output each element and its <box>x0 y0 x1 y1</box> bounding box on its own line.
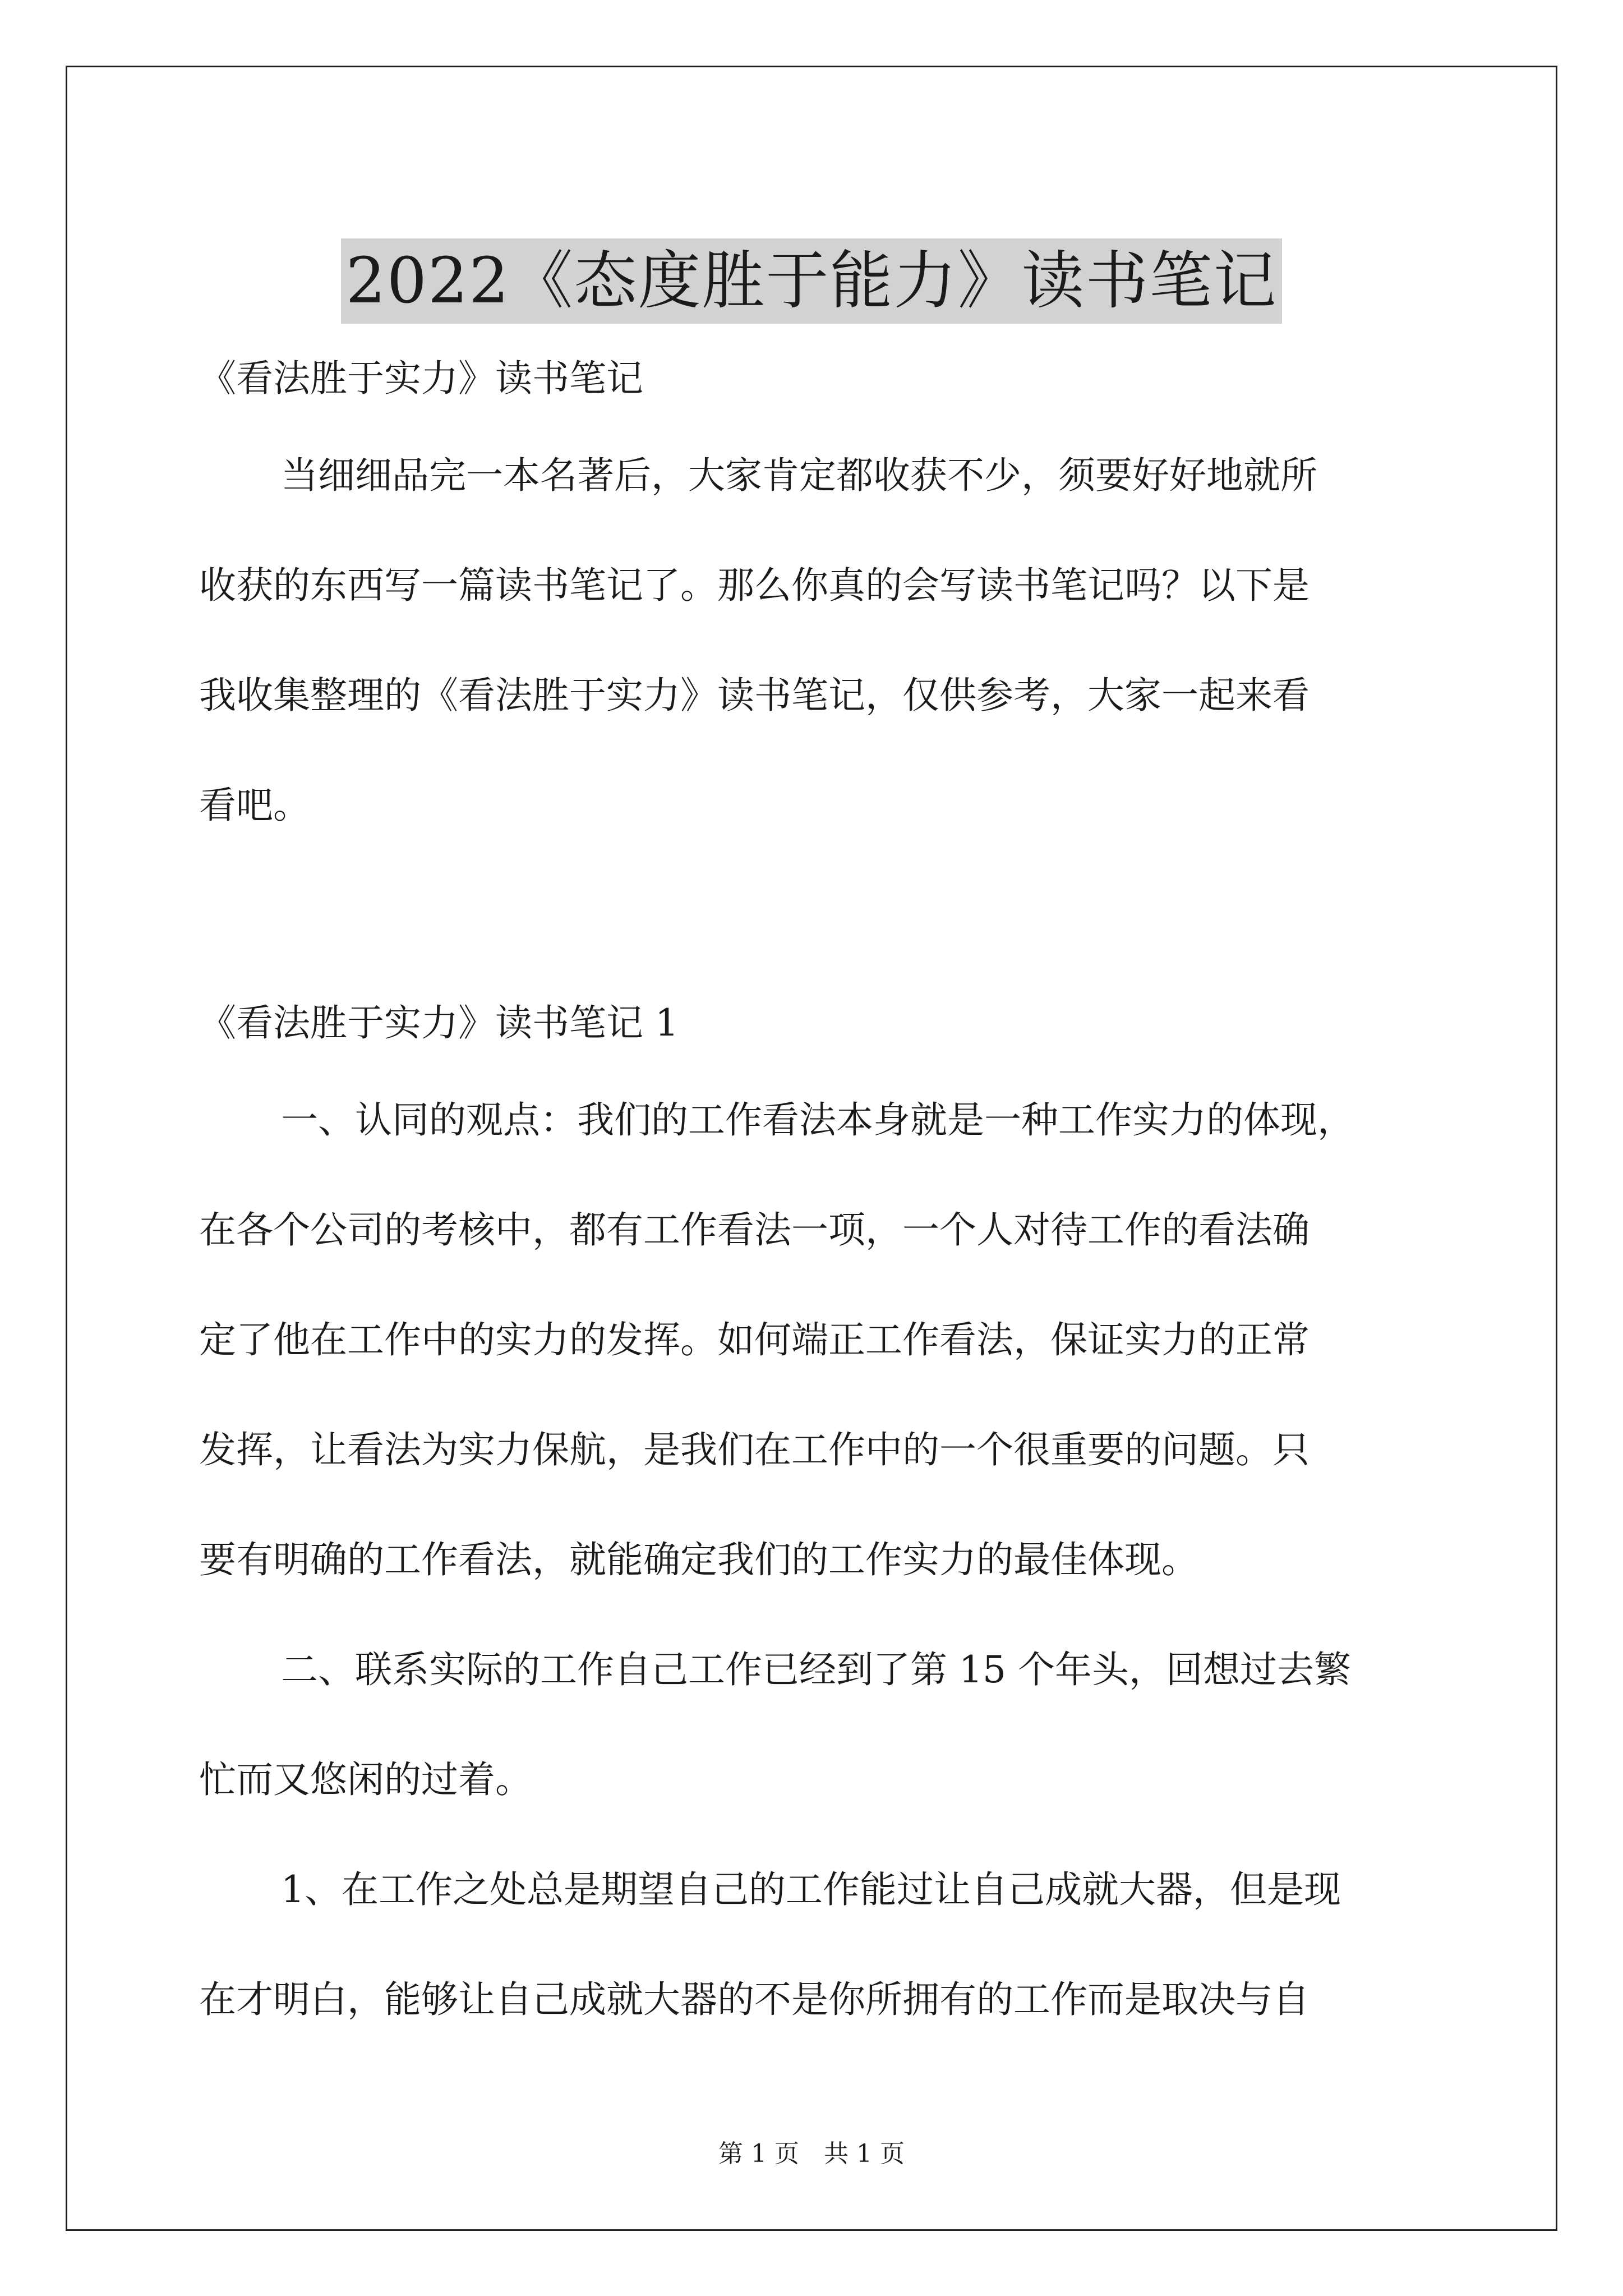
paragraph-line: 发挥，让看法为实力保航，是我们在工作中的一个很重要的问题。只 <box>199 1428 1310 1471</box>
paragraph-2 <box>199 1615 1438 1835</box>
paragraph-3 <box>199 1835 1438 2055</box>
page-number: 第 1 页 共 1 页 <box>718 2139 905 2168</box>
page-footer <box>0 2137 1623 2171</box>
document-title: 2022《态度胜于能力》读书笔记 <box>341 238 1281 324</box>
paragraph-line: 当细细品完一本名著后，大家肯定都收获不少，须要好好地就所 <box>281 454 1317 497</box>
section-heading: 《看法胜于实力》读书笔记 1 <box>199 1001 679 1045</box>
intro-paragraph <box>199 421 1438 861</box>
paragraph-line: 要有明确的工作看法，就能确定我们的工作实力的最佳体现。 <box>199 1538 1198 1581</box>
paragraph-line: 在各个公司的考核中，都有工作看法一项，一个人对待工作的看法确 <box>199 1208 1310 1251</box>
paragraph-line: 一、认同的观点：我们的工作看法本身就是一种工作实力的体现， <box>281 1098 1354 1142</box>
paragraph-1 <box>199 1065 1438 1615</box>
intro-heading: 《看法胜于实力》读书笔记 <box>199 357 643 400</box>
paragraph-line: 二、联系实际的工作自己工作已经到了第 15 个年头，回想过去繁 <box>281 1648 1351 1691</box>
paragraph-line: 在才明白，能够让自己成就大器的不是你所拥有的工作而是取决与自 <box>199 1978 1310 2021</box>
paragraph-line: 1、在工作之处总是期望自己的工作能过让自己成就大器，但是现 <box>281 1868 1341 1911</box>
paragraph-line: 看吧。 <box>199 784 310 827</box>
paragraph-line: 定了他在工作中的实力的发挥。如何端正工作看法，保证实力的正常 <box>199 1318 1310 1361</box>
paragraph-line: 忙而又悠闲的过着。 <box>199 1758 532 1801</box>
document-body <box>199 337 1438 2055</box>
paragraph-line: 收获的东西写一篇读书笔记了。那么你真的会写读书笔记吗？以下是 <box>199 564 1310 607</box>
paragraph-line: 我收集整理的《看法胜于实力》读书笔记，仅供参考，大家一起来看 <box>199 674 1310 717</box>
section-spacer <box>199 861 1438 981</box>
